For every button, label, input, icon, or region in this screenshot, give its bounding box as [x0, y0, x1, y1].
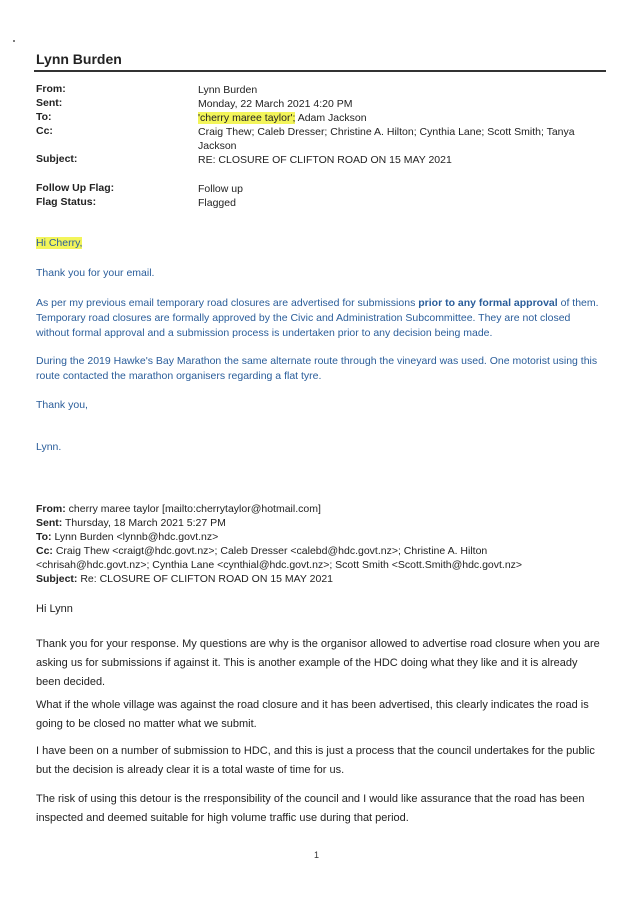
follow-up-flag-value: Follow up [198, 183, 243, 195]
quoted-cc-continued: <chrisah@hdc.govt.nz>; Cynthia Lane <cynthial@hdc.govt.nz>; Scott Smith <Scott.Smith@hdc.govt.nz> [36, 559, 523, 571]
quoted-cc-label: Cc: [36, 545, 53, 557]
from-label: From: [36, 83, 66, 95]
quoted-paragraph-4: The risk of using this detour is the rresponsibility of the council and I would like assurance that the road has been inspected and deemed suitable for high volume traffic use during that period. [36, 793, 585, 824]
quoted-to-value: Lynn Burden <lynnb@hdc.govt.nz> [51, 531, 219, 543]
quoted-to-label: To: [36, 531, 52, 543]
quoted-paragraph-3: I have been on a number of submission to HDC, and this is just a process that the council undertakes for the public but the decision is already clear it is a total waste of time for us. [36, 745, 595, 776]
quoted-sent-value: Thursday, 18 March 2021 5:27 PM [62, 517, 226, 529]
sent-label: Sent: [36, 97, 63, 109]
quoted-subject-value: Re: CLOSURE OF CLIFTON ROAD ON 15 MAY 2021 [77, 573, 333, 585]
scan-mark [13, 40, 15, 42]
sent-value: Monday, 22 March 2021 4:20 PM [198, 98, 353, 110]
reply-paragraph-3: During the 2019 Hawke's Bay Marathon the same alternate route through the vineyard was used. One motorist using this route contacted the marathon organisers regarding a flat tyre. [36, 355, 598, 382]
quoted-cc-value-line1: Craig Thew <craigt@hdc.govt.nz>; Caleb Dresser <calebd@hdc.govt.nz>; Christine A. Hilton [52, 545, 488, 557]
reply-signature: Lynn. [36, 441, 62, 453]
subject-value: RE: CLOSURE OF CLIFTON ROAD ON 15 MAY 2021 [198, 154, 452, 166]
to-label: To: [36, 111, 52, 123]
reply-p2-start: As per my previous email temporary road closures are advertised for submissions [36, 297, 419, 309]
quoted-from-label: From: [36, 503, 66, 515]
reply-p2-bold: prior to any formal approval [418, 297, 558, 309]
reply-p2-end: of them. Temporary road closures are formally approved by the Civic and Administration Subcommittee. They are not closed without formal approval and a submission process is undertaken prior to any decision being made. [36, 297, 599, 339]
reply-signoff: Thank you, [36, 399, 88, 411]
quoted-from-value: cherry maree taylor [mailto:cherrytaylor@hotmail.com] [65, 503, 321, 515]
quoted-sent-label: Sent: [36, 517, 63, 529]
quoted-subject-label: Subject: [36, 573, 78, 585]
quoted-paragraph-1: Thank you for your response. My questions are why is the organisor allowed to advertise road closure when you are asking us for submissions if against it. This is another example of the HDC doing what they like and it is already been decided. [36, 638, 600, 688]
reply-paragraph-1: Thank you for your email. [36, 267, 155, 279]
quoted-to-row [36, 530, 218, 544]
from-value: Lynn Burden [198, 84, 258, 96]
reply-paragraph-2 [36, 296, 606, 341]
cc-value: Craig Thew; Caleb Dresser; Christine A. Hilton; Cynthia Lane; Scott Smith; Tanya Jackson [198, 126, 575, 152]
sender-name-heading: Lynn Burden [36, 51, 122, 67]
header-divider [34, 70, 606, 72]
flag-status-label: Flag Status: [36, 196, 97, 208]
greeting-highlight: Hi Cherry, [36, 237, 83, 249]
cc-label: Cc: [36, 125, 53, 137]
quoted-greeting: Hi Lynn [36, 603, 73, 615]
page-number: 1 [314, 850, 320, 860]
follow-up-flag-label: Follow Up Flag: [36, 182, 115, 194]
to-value [198, 111, 608, 125]
quoted-cc-row [36, 544, 487, 558]
quoted-sent-row [36, 516, 226, 530]
subject-label: Subject: [36, 153, 78, 165]
quoted-paragraph-2: What if the whole village was against the road closure and it has been advertised, this clearly indicates the road is going to be closed no matter what we submit. [36, 699, 589, 730]
quoted-subject-row [36, 572, 333, 586]
quoted-from-row [36, 502, 321, 516]
to-other-recipient: Adam Jackson [295, 112, 367, 124]
reply-greeting [36, 236, 606, 251]
to-highlighted-recipient: 'cherry maree taylor'; [198, 112, 296, 124]
flag-status-value: Flagged [198, 197, 236, 209]
